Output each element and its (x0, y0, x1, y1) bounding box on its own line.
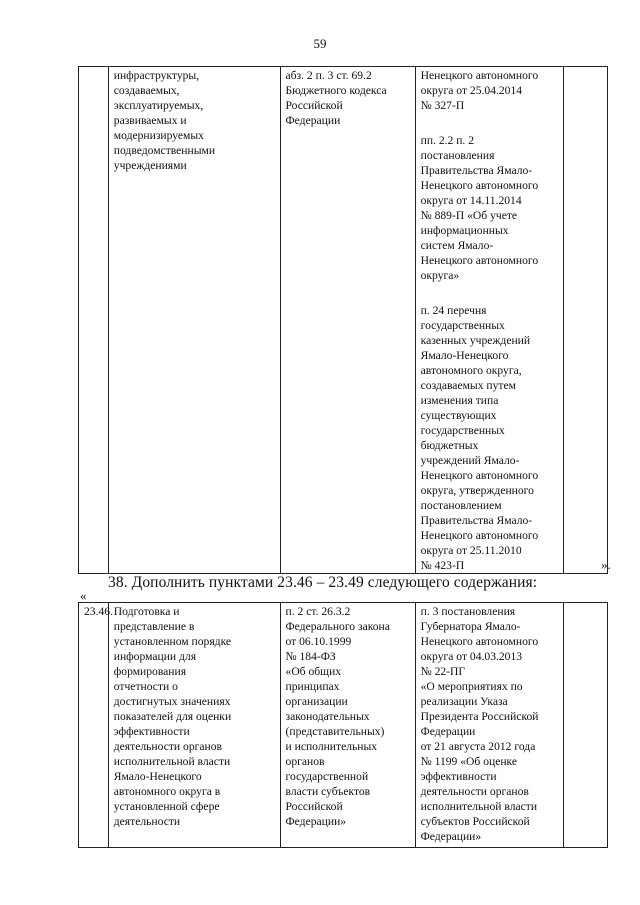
document-paragraph: п. 24 перечня государственных казенных учреждений Ямало-Ненецкого автономного округа, создаваемых путем изменения типа существующих государственных бюджетных учреждений Ямало- Ненецкого автономного округа, утвержденного постановлением Правительства Ямало- Ненецкого автономного округа от 25.11.2010 № 423-П (420, 304, 539, 572)
cell-regional-document (415, 603, 564, 848)
cell-number (79, 67, 109, 574)
cell-legal-basis (280, 67, 415, 574)
function-name-text: Подготовка и представление в установленном порядке информации для формирования отчетности о достигнутых значениях показателей для оценки эффективности деятельности органов исполнительной власти Ямало-Ненецкого автономного округа в установленной сфере деятельности (113, 605, 232, 828)
document-paragraph: Ненецкого автономного округа от 25.04.2014 № 327-П (420, 69, 539, 112)
cell-function-name (108, 603, 280, 848)
legal-basis-text: абз. 2 п. 3 ст. 69.2 Бюджетного кодекса Российской Федерации (285, 69, 387, 127)
table-row (79, 603, 608, 848)
amendment-heading: 38. Дополнить пунктами 23.46 – 23.49 следующего содержания: (108, 574, 538, 591)
cell-function-name (108, 67, 280, 574)
table-new-items (78, 602, 608, 848)
function-name-text: инфраструктуры, создаваемых, эксплуатируемых, развиваемых и модернизируемых подведомственными учреждениями (113, 69, 216, 172)
cell-legal-basis (280, 603, 415, 848)
regional-document-text: п. 3 постановления Губернатора Ямало- Ненецкого автономного округа от 04.03.2013 № 22-ПГ «О мероприятиях по реализации Указа Президента Российской Федерации от 21 августа 2012 года № 1199 «Об оценке эффективности деятельности органов исполнительной власти субъектов Российской Федерации» (420, 605, 539, 843)
cell-regional-document (415, 67, 564, 574)
document-paragraph: пп. 2.2 п. 2 постановления Правительства Ямало- Ненецкого автономного округа от 14.11.2014 № 889-П «Об учете информационных систем Ямало- Ненецкого автономного округа» (420, 134, 539, 282)
legal-basis-text: п. 2 ст. 26.3.2 Федерального закона от 06.10.1999 № 184-ФЗ «Об общих принципах организации законодательных (представительных) и исполнительных органов государственной власти субъектов Российской Федерации» (285, 605, 390, 828)
cell-empty (564, 67, 608, 574)
cell-number: 23.46. (79, 603, 109, 848)
opening-quote: « (80, 588, 87, 603)
table-row (79, 67, 608, 574)
closing-quote: ». (601, 557, 611, 572)
cell-empty (564, 603, 608, 848)
table-continuation (78, 66, 608, 574)
page-number: 59 (313, 36, 327, 51)
